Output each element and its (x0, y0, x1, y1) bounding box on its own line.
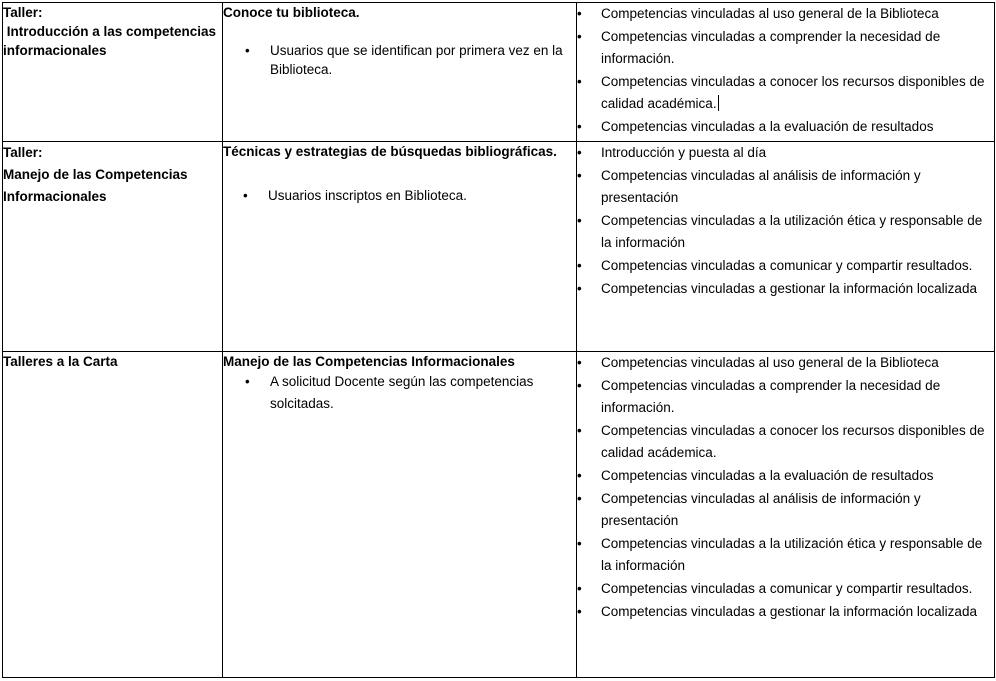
list-item (577, 352, 994, 374)
table-row (3, 3, 995, 142)
text-cursor-icon (718, 95, 719, 111)
bullet-icon: • (577, 29, 582, 44)
audience-list (223, 161, 576, 207)
audience-text: A solicitud Docente según las competencias solcitadas. (270, 374, 534, 411)
competencia-text: Competencias vinculadas al análisis de información y presentación (601, 168, 921, 205)
list-item (577, 578, 994, 600)
competencia-text: Competencias vinculadas al análisis de información y presentación (601, 491, 921, 528)
bullet-icon: • (577, 536, 582, 551)
bullet-icon: • (577, 378, 582, 393)
bullet-icon: • (577, 213, 582, 228)
bullet-icon: • (577, 281, 582, 296)
bullet-icon: • (577, 6, 582, 21)
competencia-text: Competencias vinculadas a la evaluación de resultados (601, 119, 934, 134)
workshop-heading: Conoce tu biblioteca. (223, 5, 360, 20)
bullet-icon: • (577, 145, 582, 160)
competencias-list (577, 142, 994, 300)
competencia-text: Competencias vinculadas a la evaluación de resultados (601, 468, 934, 483)
workshop-title-line: Manejo de las Competencias (3, 167, 188, 182)
workshop-title-line: Taller: (3, 145, 43, 160)
bullet-icon: • (577, 74, 582, 89)
competencia-text: Competencias vinculadas al uso general de la Biblioteca (601, 6, 939, 21)
list-item (577, 465, 994, 487)
list-item (577, 278, 994, 300)
workshop-title-cell (3, 3, 223, 142)
audience-text: Usuarios que se identifican por primera vez en la Biblioteca. (270, 43, 563, 77)
list-item (577, 533, 994, 577)
competencia-text: Introducción y puesta al día (601, 145, 767, 160)
bullet-icon: • (577, 581, 582, 596)
competencia-text: Competencias vinculadas a gestionar la información localizada (601, 604, 977, 619)
bullet-icon: • (577, 168, 582, 183)
list-item (577, 255, 994, 277)
workshop-title-cell (3, 142, 223, 352)
competencia-text: Competencias vinculadas a gestionar la información localizada (601, 281, 977, 296)
list-item (245, 371, 576, 415)
workshop-description-cell (223, 142, 577, 352)
list-item (577, 142, 994, 164)
list-item (577, 601, 994, 623)
table-row (3, 352, 995, 678)
list-item (243, 185, 576, 207)
competencia-text: Competencias vinculadas a comprender la necesidad de información. (601, 29, 941, 66)
competencias-list (577, 3, 994, 138)
list-item (577, 116, 994, 138)
workshop-title-line: Taller: (3, 5, 43, 20)
list-item (577, 210, 994, 254)
competencia-text: Competencias vinculadas al uso general de la Biblioteca (601, 355, 939, 370)
audience-list (223, 371, 576, 415)
list-item (577, 420, 994, 464)
bullet-icon: • (243, 188, 248, 203)
workshop-table (2, 2, 995, 678)
competencia-text-with-cursor[interactable] (601, 71, 994, 115)
workshop-title-line: Talleres a la Carta (3, 354, 118, 369)
list-item (577, 165, 994, 209)
list-item (577, 3, 994, 25)
bullet-icon: • (577, 604, 582, 619)
competencia-text: Competencias vinculadas a comunicar y compartir resultados. (601, 258, 973, 273)
bullet-icon: • (245, 374, 250, 389)
workshop-description-cell (223, 352, 577, 678)
workshop-title-line: Introducción a las competencias (3, 24, 217, 39)
competencias-cell (577, 352, 995, 678)
bullet-icon: • (577, 468, 582, 483)
workshop-title-cell (3, 352, 223, 678)
audience-text: Usuarios inscriptos en Biblioteca. (268, 188, 467, 203)
competencia-text: Competencias vinculadas a la utilización ética y responsable de la información (601, 536, 983, 573)
table-row (3, 142, 995, 352)
list-item (577, 488, 994, 532)
workshop-title-line: Informacionales (3, 189, 107, 204)
bullet-icon: • (577, 258, 582, 273)
bullet-icon: • (577, 355, 582, 370)
audience-list (223, 22, 576, 79)
competencia-text: Competencias vinculadas a conocer los recursos disponibles de calidad académica. (601, 74, 985, 111)
list-item (577, 26, 994, 70)
competencia-text: Competencias vinculadas a la utilización ética y responsable de la información (601, 213, 983, 250)
competencias-cell (577, 142, 995, 352)
workshop-heading: Técnicas y estrategias de búsquedas bibliográficas. (223, 144, 557, 159)
workshop-heading: Manejo de las Competencias Informacionales (223, 354, 515, 369)
competencia-text: Competencias vinculadas a comunicar y compartir resultados. (601, 581, 973, 596)
competencia-text: Competencias vinculadas a comprender la necesidad de información. (601, 378, 941, 415)
workshop-description-cell (223, 3, 577, 142)
competencias-list (577, 352, 994, 623)
list-item (245, 41, 576, 79)
list-item (577, 375, 994, 419)
bullet-icon: • (577, 423, 582, 438)
bullet-icon: • (245, 43, 250, 58)
bullet-icon: • (577, 119, 582, 134)
list-item (577, 71, 994, 115)
workshop-title-line: informacionales (3, 43, 107, 58)
competencias-cell (577, 3, 995, 142)
competencia-text: Competencias vinculadas a conocer los recursos disponibles de calidad acádemica. (601, 423, 985, 460)
bullet-icon: • (577, 491, 582, 506)
